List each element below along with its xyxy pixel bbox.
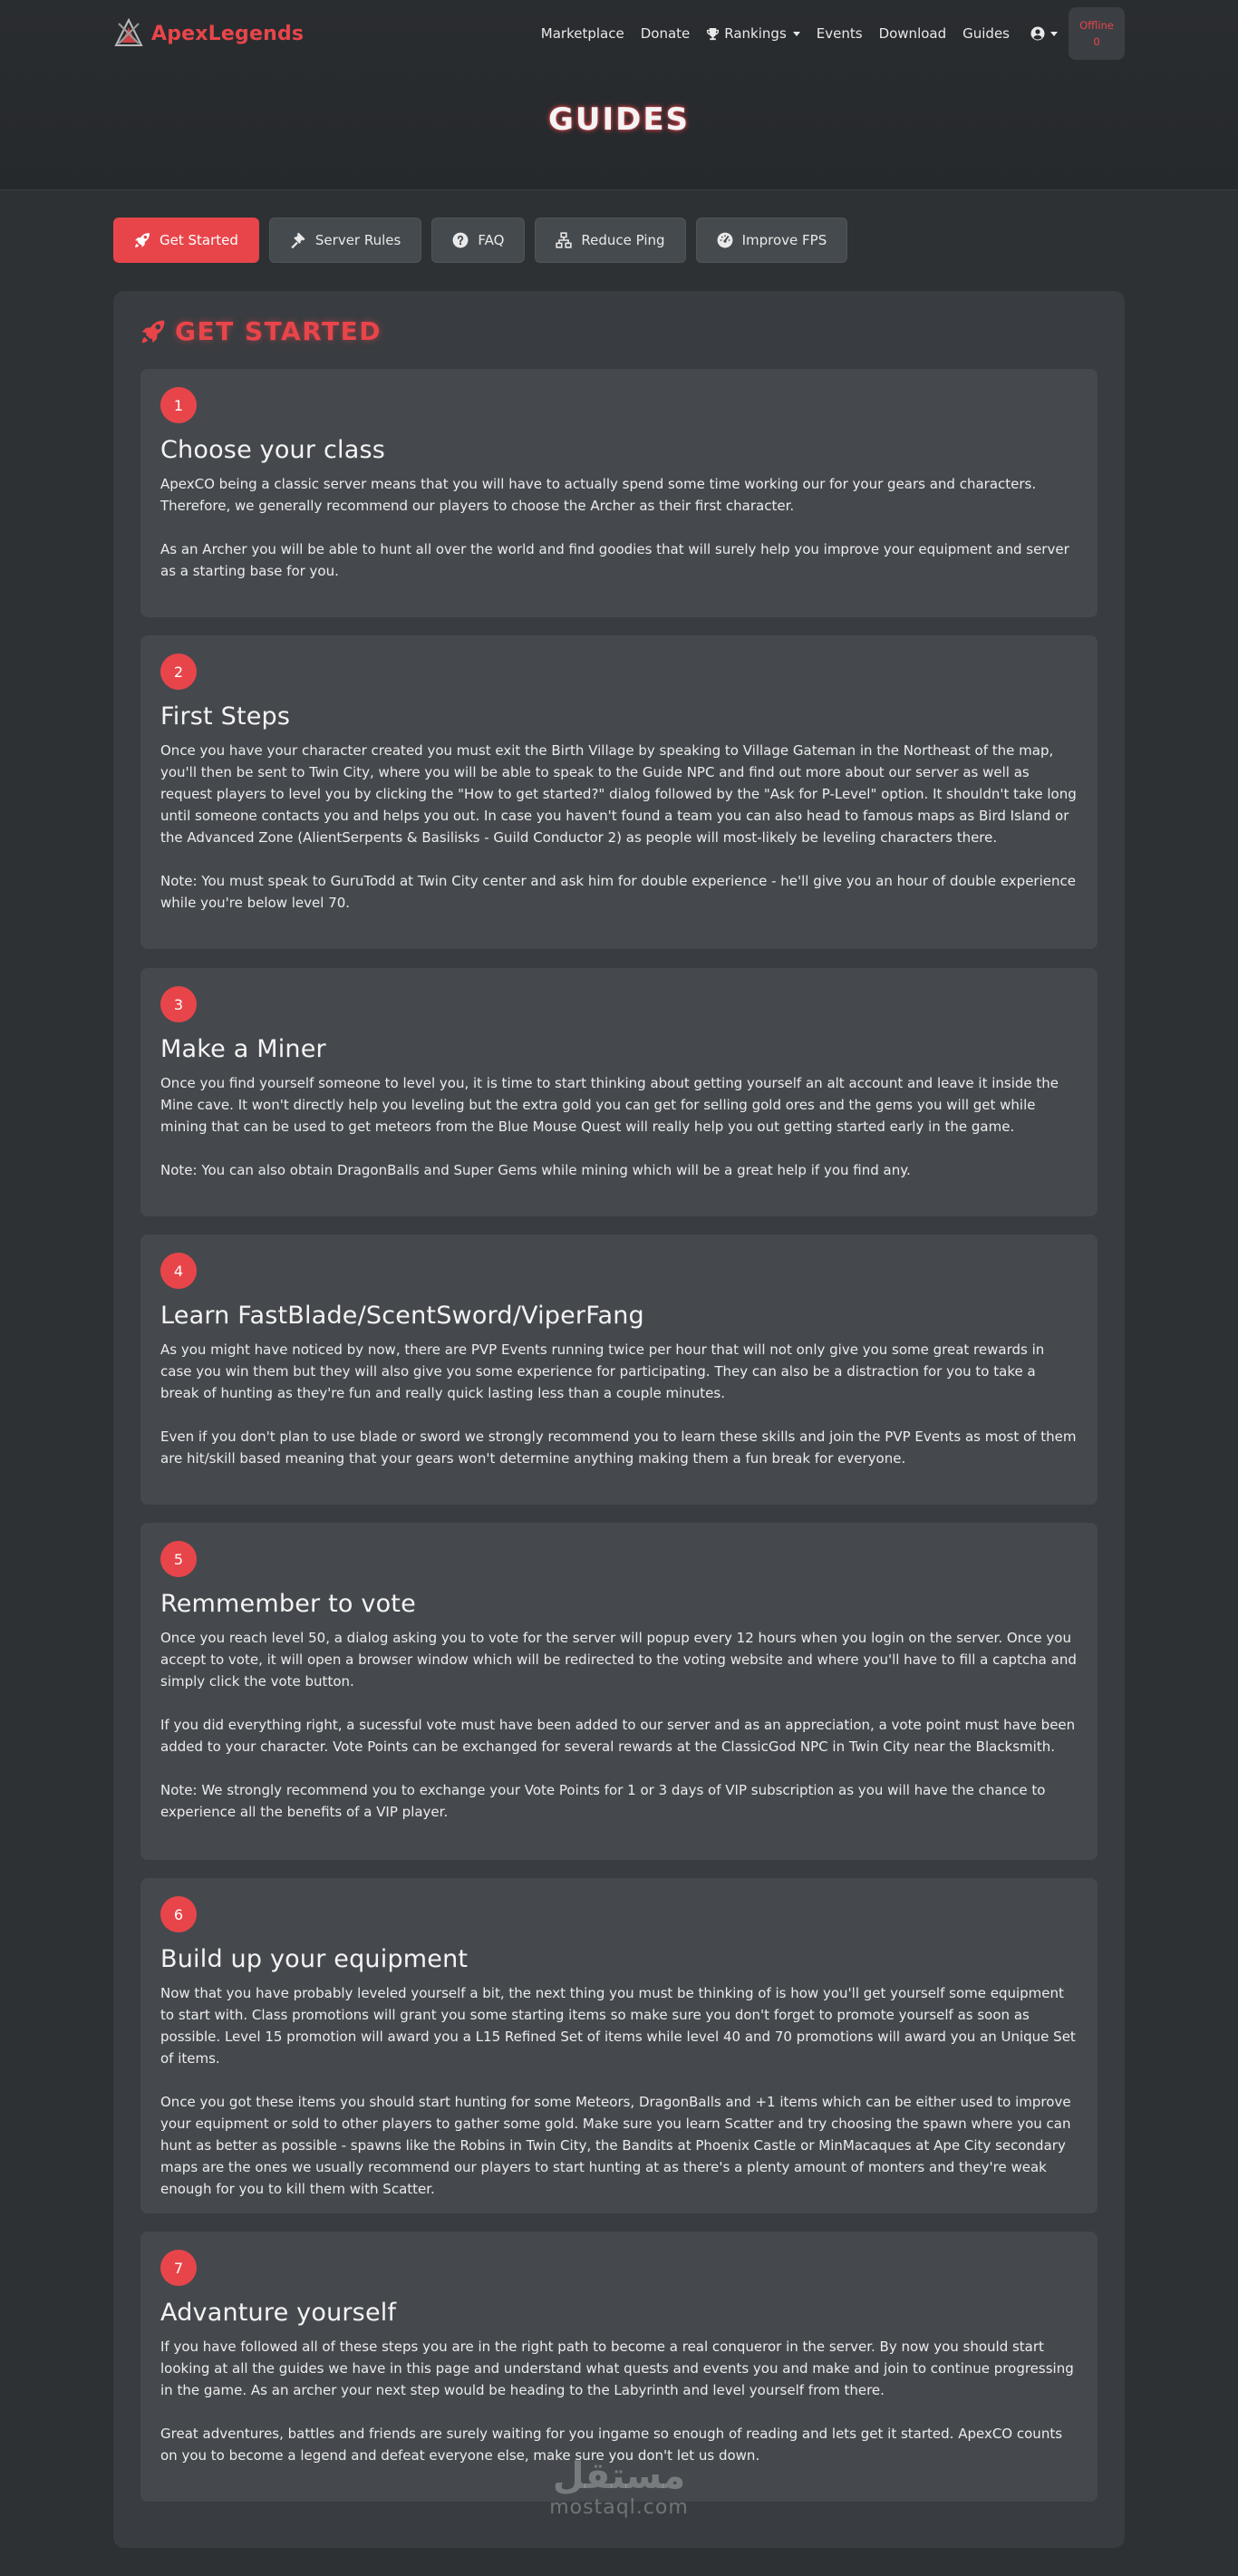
nav-events[interactable]: Events (816, 25, 863, 42)
server-online-count: 0 (1093, 35, 1100, 48)
watermark-arabic: مستقل (552, 2455, 686, 2497)
step-title: Make a Miner (160, 1035, 326, 1063)
step-paragraph: Once you got these items you should start hunting for some Meteors, DragonBalls and +1 items which can be either used to improve your equipment or sold to other players to gather some gold. Make sure you learn Scatter and try choosing the spawn where you can hunt as better as possible - spawns like the Robins in Twin City, the Bandits at Phoenix Castle or MinMacaques at Ape City secondary maps are the ones we usually recommend our players to start hunting at as there's a plenty amount of monters and they're weak enough for you to kill them with Scatter. (160, 2094, 1071, 2197)
step-paragraph: Note: You can also obtain DragonBalls and Super Gems while mining which will be a great help if you find any. (160, 1162, 911, 1178)
step-title: First Steps (160, 702, 291, 731)
tab-reduce-ping[interactable] (535, 218, 685, 263)
tab-faq[interactable] (431, 218, 525, 263)
tab-improve-fps[interactable] (696, 218, 848, 263)
chevron-down-icon (1050, 32, 1058, 36)
step-paragraph: Note: We strongly recommend you to exchange your Vote Points for 1 or 3 days of VIP subscription as you will have the chance to experience all the benefits of a VIP player. (160, 1782, 1046, 1820)
nav-links (533, 7, 1125, 60)
tab-label: Get Started (160, 232, 238, 248)
server-status-badge (1069, 7, 1125, 60)
step-number-badge: 7 (160, 2250, 197, 2286)
nav-rankings-label: Rankings (724, 25, 787, 42)
step-title: Build up your equipment (160, 1945, 469, 1973)
step-paragraph: Once you reach level 50, a dialog asking you to vote for the server will popup every 12 hours when you login on the server. Once you accept to vote, it will open a browser window which will be redirected to the voting website and where you'll have to fill a captcha and simply click the vote button. (160, 1630, 1077, 1690)
guide-step-card (140, 1235, 1098, 1505)
server-status-label: Offline (1079, 19, 1114, 32)
step-title: Learn FastBlade/ScentSword/ViperFang (160, 1302, 644, 1330)
step-number-badge: 2 (160, 654, 197, 690)
tab-label: Reduce Ping (581, 232, 665, 248)
step-number-badge: 6 (160, 1896, 197, 1932)
step-body (160, 473, 1078, 582)
step-paragraph: ApexCO being a classic server means that you will have to actually spend some time working our for your gears and characters. Therefore, we generally recommend our players to choose the Archer as their first character. (160, 476, 1037, 514)
step-body (160, 2336, 1078, 2466)
nav-marketplace[interactable]: Marketplace (540, 25, 624, 42)
tab-label: Improve FPS (741, 232, 827, 248)
step-paragraph: If you have followed all of these steps you are in the right path to become a real conqueror in the server. By now you should start looking at all the guides we have in this page and understand what quests and events you and make and join to continue progressing in the game. As an archer your next step would be heading to the Labyrinth and level yourself from there. (160, 2339, 1074, 2398)
guide-step-card (140, 1878, 1098, 2213)
rocket-icon (140, 319, 166, 344)
question-circle-icon (452, 232, 469, 248)
step-body (160, 1627, 1078, 1823)
tab-label: FAQ (478, 232, 505, 248)
brand-name: ApexLegends (151, 22, 305, 45)
guide-step-card (140, 635, 1098, 949)
guide-step-card (140, 968, 1098, 1216)
main-navbar (113, 7, 1125, 60)
guide-step-card (140, 1523, 1098, 1860)
step-paragraph: Even if you don't plan to use blade or sword we strongly recommend you to learn these skills and join the PVP Events as most of them are hit/skill based meaning that your gears won't determine anything making them a fun break for everyone. (160, 1428, 1077, 1467)
step-body (160, 1339, 1078, 1469)
tab-label: Server Rules (314, 232, 401, 248)
nav-guides[interactable]: Guides (962, 25, 1010, 42)
step-number-badge: 5 (160, 1541, 197, 1577)
brand-link[interactable] (113, 18, 304, 49)
step-paragraph: Once you have your character created you must exit the Birth Village by speaking to Village Gateman in the Northeast of the map, you'll then be sent to Twin City, where you will be able to speak to the Guide NPC and find out more about our server as well as request players to level you by clicking the "How to get started?" dialog followed by the "Ask for P-Level" option. It shouldn't take long until someone contacts you and helps you out. In case you haven't found a team you can also head to famous maps as Bird Island or the Advanced Zone (AlientSerpents & Basilisks - Guild Conductor 2) as people will most-likely be leveling characters there. (160, 742, 1077, 846)
step-body (160, 1982, 1078, 2200)
rocket-icon (134, 232, 150, 248)
site-header (0, 0, 1238, 190)
guide-tabs (113, 218, 847, 263)
nav-download[interactable]: Download (878, 25, 947, 42)
step-body (160, 740, 1078, 914)
nav-rankings-dropdown[interactable] (698, 25, 808, 42)
step-number-badge: 1 (160, 387, 197, 423)
nav-donate[interactable]: Donate (640, 25, 691, 42)
step-title: Advanture yourself (160, 2299, 397, 2327)
chevron-down-icon (793, 32, 800, 36)
step-title: Choose your class (160, 436, 385, 464)
step-paragraph: As an Archer you will be able to hunt all over the world and find goodies that will surely help you improve your equipment and server as a starting base for you. (160, 541, 1069, 579)
gauge-icon (717, 232, 733, 248)
page-title: GUIDES (547, 102, 691, 138)
step-paragraph: Once you find yourself someone to level you, it is time to start thinking about getting yourself an alt account and leave it inside the Mine cave. It won't directly help you leveling but the extra gold you can get for selling gold ores and the gems you will get while mining that can be used to get meteors from the Blue Mouse Quest will really help you out getting started early in the game. (160, 1075, 1059, 1135)
step-title: Remmember to vote (160, 1590, 416, 1618)
network-icon (556, 232, 572, 248)
user-menu-dropdown[interactable] (1018, 26, 1065, 41)
step-number-badge: 4 (160, 1253, 197, 1289)
tab-server-rules[interactable] (269, 218, 421, 263)
step-paragraph: Now that you have probably leveled yourself a bit, the next thing you must be thinking of is how you'll get yourself some equipment to start with. Class promotions will grant you some starting items so make sure you don't forget to promote yourself as soon as possible. Level 15 promotion will award you a L15 Refined Set of items while level 40 and 70 promotions will award you an Unique Set of items. (160, 1985, 1076, 2067)
guide-content-panel (113, 291, 1125, 2548)
watermark (0, 2456, 1238, 2519)
step-paragraph: If you did everything right, a sucessful vote must have been added to our server and as an appreciation, a vote point must have been added to your character. Vote Points can be exchanged for several rewards at the ClassicGod NPC in Twin City near the Blacksmith. (160, 1717, 1076, 1755)
user-circle-icon (1030, 26, 1045, 41)
trophy-icon (706, 27, 720, 41)
watermark-latin: mostaql.com (549, 2496, 689, 2519)
brand-logo-icon (113, 18, 144, 49)
gavel-icon (290, 232, 306, 248)
step-paragraph: Great adventures, battles and friends are surely waiting for you ingame so enough of reading and lets get it started. ApexCO counts on you to become a legend and defeat everyone else, make sure you don't let us down. (160, 2426, 1063, 2464)
step-paragraph: Note: You must speak to GuruTodd at Twin City center and ask him for double experience - he'll give you an hour of double experience while you're below level 70. (160, 873, 1076, 911)
section-title (140, 316, 382, 346)
section-title-text: GET STARTED (175, 316, 382, 346)
step-number-badge: 3 (160, 986, 197, 1022)
guide-step-card (140, 369, 1098, 617)
step-paragraph: As you might have noticed by now, there are PVP Events running twice per hour that will not only give you some great rewards in case you win them but they will also give you some experience for participating. They can also be a distraction for you to take a break of hunting as they're fun and really quick lasting less than a couple minutes. (160, 1341, 1045, 1401)
step-body (160, 1072, 1078, 1181)
tab-get-started[interactable] (113, 218, 259, 263)
